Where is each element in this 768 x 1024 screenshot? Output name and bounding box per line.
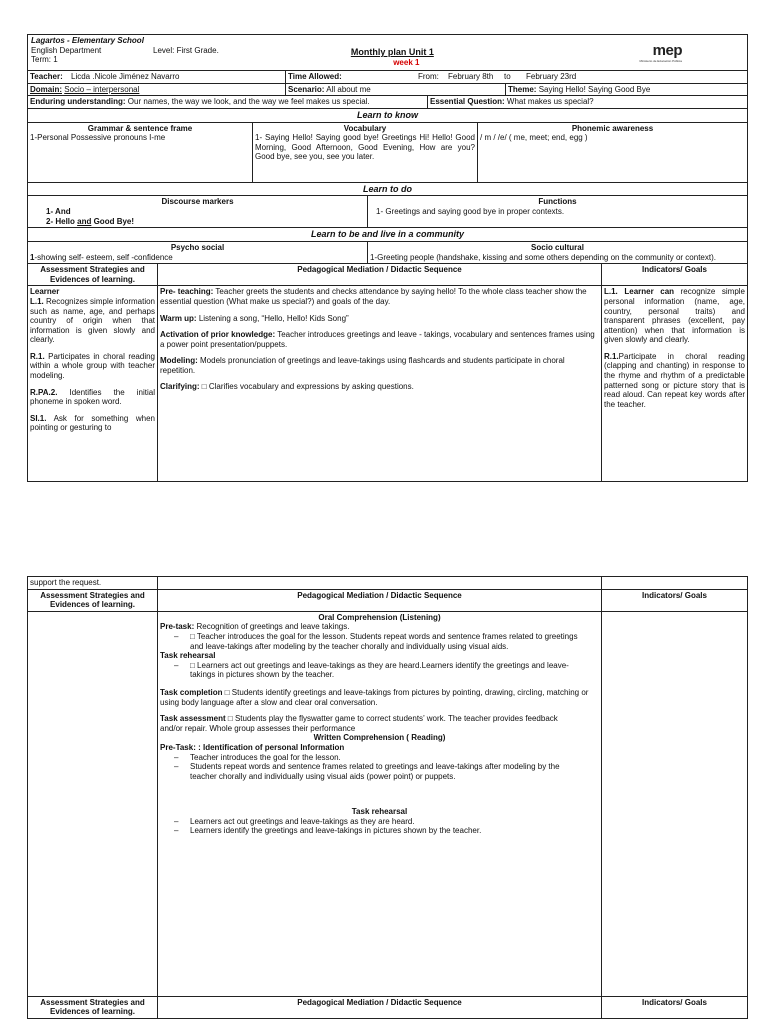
warm-up-label: Warm up: [160,313,197,323]
page2-bottom-col3: Indicators/ Goals [602,996,748,1018]
continued-empty-2 [602,577,748,590]
phonemic-text: / m / /e/ ( me, meet; end, egg ) [480,133,588,143]
prior-knowledge [160,330,599,349]
evidence-si1-label: SI.1. [30,413,47,423]
task-completion-text: □ Students identify greetings and leave-takings from pictures by pointing, drawing, circling, matching or using body language after a slow and clear oral conversation. [160,687,589,707]
learn-to-do-table [27,182,748,229]
teacher-value: Licda .Nicole Jiménez Navarro [71,72,180,81]
assessment-evidence-cell [28,286,158,482]
theme-cell [506,83,748,96]
phonemic-heading: Phonemic awareness [571,123,654,133]
page2-col2-head: Pedagogical Mediation / Didactic Sequence [158,589,602,611]
indicator-r1 [604,352,745,410]
essential-label: Essential Question: [430,97,505,107]
mep-logo-text: mep [652,42,682,59]
functions-heading: Functions [538,197,577,207]
theme-label: Theme: [508,84,537,94]
learn-to-be-table [27,227,748,264]
oral-title: Oral Comprehension (Listening) [318,612,441,622]
enduring-cell [28,96,428,109]
plan-title: Monthly plan Unit 1 [350,47,434,57]
department: English Department [31,45,102,55]
page2-evidence-cell [28,611,158,996]
discourse-item-1: 1- And [46,206,71,216]
page2-indicators-cell [602,611,748,996]
socio-text: 1-Greeting people (handshake, kissing and some others depending on the community or context). [370,252,716,262]
evidence-r1 [30,352,155,381]
continued-empty-1 [158,577,602,590]
warm-up-text: Listening a song, “Hello, Hello! Kids Song” [196,313,349,323]
school-name: Lagartos - Elementary School [31,36,144,45]
scenario-cell [286,83,506,96]
essential-cell [428,96,748,109]
task-assessment [160,714,599,733]
evidence-l1-label: L.1. [30,296,44,306]
from-label: From: [418,72,439,81]
learn-to-do-title: Learn to do [28,182,748,196]
evidence-rpa2 [30,388,155,407]
clarifying-label: Clarifying: [160,382,200,392]
psycho-cell [28,241,368,263]
term: Term: 1 [31,55,58,65]
mep-logo-subtitle: Ministerio de Educación Pública [639,59,682,63]
task-completion [160,688,599,707]
from-value: February 8th [448,72,494,81]
evidence-l1 [30,297,155,345]
page2-table [27,576,748,1019]
prior-knowledge-label: Activation of prior knowledge: [160,330,276,340]
continued-cell: support the request. [28,577,158,590]
discourse-heading: Discourse markers [161,197,234,207]
learner-label: Learner [30,287,60,297]
oral-pretask-text: Recognition of greetings and leave takings. [194,622,350,632]
functions-cell [368,196,748,228]
oral-rehearsal-label: Task rehearsal [160,651,216,661]
info-table [27,70,748,96]
modeling [160,356,599,375]
learn-to-be-title: Learn to be and live in a community [28,228,748,242]
written-pretask-item-2: – Students repeat words and sentence frames related to greetings and leave-takings after modeling by the teacher chorally and individually using visual aids (power point) or puppets. [168,762,579,781]
indicator-l1 [604,287,745,345]
indicator-r1-label: R.1. [604,351,619,361]
to-label: to [504,72,511,81]
document-page-2 [27,576,747,1019]
functions-item-1: 1- Greetings and saying good bye in proper contexts. [376,206,565,216]
oral-rehearsal-item: – □ Learners act out greetings and leave-takings as they are heard.Learners identify the greetings and leave-takings in pictures shown by the teacher. [168,661,579,680]
clarifying-text: □ Clarifies vocabulary and expressions by asking questions. [199,382,414,392]
socio-cell [368,241,748,263]
pre-teaching-text: Teacher greets the students and checks attendance by saying hello! To the whole class teacher show the essential question (What make us special?) and goals of the day. [160,287,587,306]
time-cell [286,71,748,84]
oral-pretask [160,622,599,632]
prior-knowledge-text: Teacher introduces greetings and leave - takings, vocabulary and sentences frames using a power point presentation/puppets. [160,330,595,349]
understanding-table [27,95,748,109]
psycho-text-body: -showing self- esteem, self -confidence [34,252,173,262]
scenario-label: Scenario: [288,84,325,94]
vocabulary-cell [253,122,478,182]
enduring-label: Enduring understanding: [30,97,126,107]
pre-teaching [160,287,599,306]
oral-pretask-label: Pre-task: [160,622,195,632]
evidence-rpa2-label: R.PA.2. [30,387,58,397]
phonemic-cell [478,122,748,182]
domain-cell [28,83,286,96]
clarifying [160,382,599,392]
evidence-l1-text: Recognizes simple information such as name, age, and perhaps country of origin when that information is given slowly and clearly. [30,296,155,345]
evidence-si1-text: Ask for something when pointing or gesturing to [30,413,155,433]
modeling-label: Modeling: [160,356,198,366]
grammar-heading: Grammar & sentence frame [87,123,193,133]
written-rehearsal-item-1: – Learners act out greetings and leave-takings as they are heard. [168,817,599,827]
modeling-text: Models pronunciation of greetings and leave-takings using flashcards and students participate in choral repetition. [160,356,565,375]
mep-logo [497,36,744,69]
mediation-cell [158,286,602,482]
psycho-text [30,253,365,263]
page2-col3-head: Indicators/ Goals [602,589,748,611]
warm-up [160,314,599,324]
psycho-heading: Psycho social [170,242,225,252]
domain-value: Socio – interpersonal [64,84,140,94]
teacher-label: Teacher: [30,72,63,81]
grammar-cell [28,122,253,182]
indicator-l1-text: recognize simple personal information (name, age, country, personal traits) and transparent phrases (excellent, pay attention) when that information is given slowly and clearly. [604,287,746,345]
indicators-cell [602,286,748,482]
header-block [28,35,748,71]
grammar-text: 1-Personal Possessive pronouns I-me [30,133,166,143]
discourse-item-2 [30,217,365,227]
learn-to-know-table [27,108,748,183]
evidence-r1-label: R.1. [30,351,45,361]
written-rehearsal-label: Task rehearsal [351,807,408,817]
discourse-item-2-and: and [77,216,92,226]
oral-pretask-item: – □ Teacher introduces the goal for the lesson. Students repeat words and sentence frames related to greetings and leave-takings after modeling by the teacher chorally and individually using visual aids. [168,632,579,651]
header-table [27,34,748,71]
to-value: February 23rd [526,72,577,81]
indicator-l1-label: L.1. Learner can [604,287,675,297]
scenario-value: All about me [326,84,371,94]
theme-value: Saying Hello! Saying Good Bye [538,84,651,94]
document-page-1 [27,34,747,482]
page2-bottom-col2: Pedagogical Mediation / Didactic Sequence [158,996,602,1018]
assessment-table [27,263,748,482]
essential-value: What makes us special? [506,97,594,107]
vocabulary-text: 1- Saying Hello! Saying good bye! Greetings Hi! Hello! Good Morning, Good Afternoon, Good Evening, How are you? Good bye, see you, see you later. [255,133,475,162]
assessment-col1-head: Assessment Strategies and Evidences of learning. [28,264,158,286]
assessment-col2-head: Pedagogical Mediation / Didactic Sequence [158,264,602,286]
learn-to-know-title: Learn to know [28,108,748,122]
written-rehearsal-item-2: – Learners identify the greetings and leave-takings in pictures shown by the teacher. [168,826,599,836]
pre-teaching-label: Pre- teaching: [160,287,214,297]
page2-bottom-col1: Assessment Strategies and Evidences of learning. [28,996,158,1018]
page2-col1-head: Assessment Strategies and Evidences of learning. [28,589,158,611]
teacher-cell [28,71,286,84]
level: Level: First Grade. [153,45,219,55]
week-label: week 1 [393,57,420,67]
domain-label: Domain: [30,84,62,94]
socio-heading: Socio cultural [531,242,584,252]
written-pretask-item-1: – Teacher introduces the goal for the lesson. [168,753,579,763]
written-title: Written Comprehension ( Reading) [313,733,446,743]
assessment-col3-head: Indicators/ Goals [602,264,748,286]
evidence-rpa2-text: Identifies the initial phoneme in spoken word. [30,387,155,407]
psycho-num: 1 [30,252,35,262]
enduring-value: Our names, the way we look, and the way we feel makes us special. [127,97,370,107]
task-completion-label: Task completion [160,687,223,697]
discourse-item-2-a: 2- Hello [46,216,78,226]
vocabulary-heading: Vocabulary [343,123,387,133]
evidence-si1 [30,414,155,433]
indicator-r1-text: Participate in choral reading (clapping and chanting) in response to the rhyme and rhythm of a predictable patterned song or picture story that is read aloud. Can repeat key words after the teacher. [604,351,745,409]
task-assessment-label: Task assessment [160,714,226,724]
time-label: Time Allowed: [288,72,342,81]
task-assessment-text: □ Students play the flyswatter game to correct students’ work. The teacher provides feedback and/or repair. Whole group assesses their performance [160,714,558,733]
page2-mediation-cell [158,611,602,996]
written-pretask-label: Pre-Task: : Identification of personal Information [160,742,345,752]
evidence-r1-text: Participates in choral reading within a whole group with teacher modeling. [30,351,155,381]
discourse-cell [28,196,368,228]
discourse-item-2-b: Good Bye! [91,216,135,226]
